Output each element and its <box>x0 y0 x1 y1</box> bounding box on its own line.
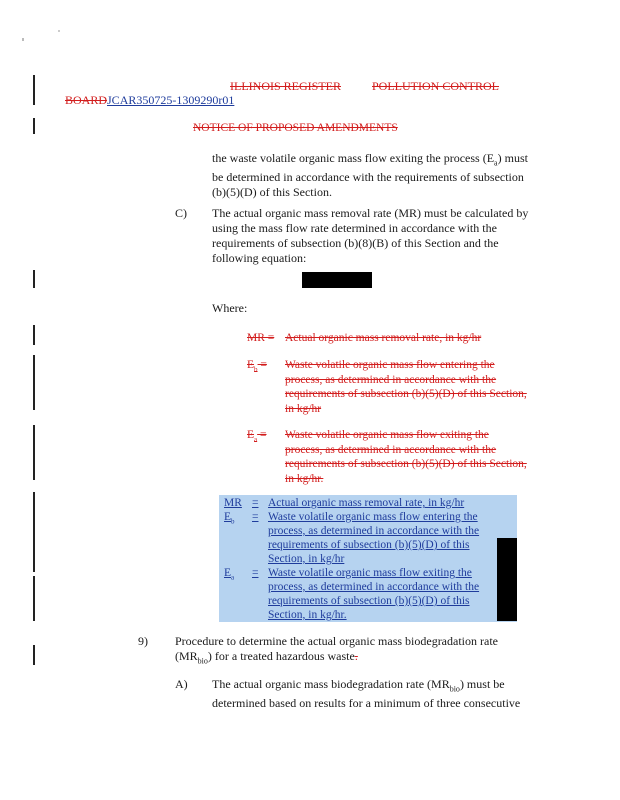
new-mr-desc: Actual organic mass removal rate, in kg/hr <box>268 497 465 509</box>
register-title: ILLINOIS REGISTER <box>230 79 341 93</box>
old-mr-desc: Actual organic mass removal rate, in kg/hr <box>285 332 482 344</box>
change-bar <box>33 576 35 621</box>
new-ea-term: $E_a$ <box>224 567 235 582</box>
item-c-label: C) <box>175 206 187 220</box>
item-9-label: 9) <box>138 634 148 648</box>
intro-line: the waste volatile organic mass flow exiting the process $(E_a)$ must <box>212 151 528 168</box>
change-bar <box>33 118 35 134</box>
item-9-line: $(MR_{bio})$ for a treated hazardous waste. <box>175 649 358 666</box>
item-c-line: using the mass flow rate determined in accordance with the <box>212 221 497 235</box>
item-a-label: A) <box>175 677 188 691</box>
item-c-line: The actual organic mass removal rate (MR) must be calculated by <box>212 206 529 220</box>
old-eb-term: $E_b$ = <box>247 359 267 374</box>
item-c-text <box>212 206 542 266</box>
change-bar <box>33 355 35 410</box>
change-bar <box>33 75 35 105</box>
change-bar <box>33 492 35 572</box>
old-eb-desc: Waste volatile organic mass flow entering the process, as determined in accordance with the requirements of subsection (b)(5)(D) of this Section, in kg/hr <box>285 359 527 415</box>
notice-title: NOTICE OF PROPOSED AMENDMENTS <box>193 122 398 134</box>
item-c-line: following equation: <box>212 251 307 265</box>
scan-mark <box>22 38 24 41</box>
item-a-text <box>212 677 542 711</box>
equation-redaction <box>302 272 372 288</box>
intro-line: (b)(5)(D) of this Section. <box>212 185 332 200</box>
board-title: POLLUTION CONTROL <box>372 79 499 93</box>
item-9-line: Procedure to determine the actual organic mass biodegradation rate <box>175 634 498 648</box>
new-mr-term: MR <box>224 497 242 509</box>
item-a-line: The actual organic mass biodegradation rate $(MR_{bio})$ must be <box>212 677 505 694</box>
intro-paragraph <box>212 151 542 200</box>
board-line <box>65 93 234 108</box>
item-a-line: determined based on results for a minimum of three consecutive <box>212 696 521 711</box>
side-redaction <box>497 538 517 621</box>
new-eb-eq: = <box>252 511 259 523</box>
new-ea-eq: = <box>252 567 259 579</box>
item-c-line: requirements of subsection (b)(8)(B) of this Section and the <box>212 236 499 250</box>
intro-line: be determined in accordance with the requirements of subsection <box>212 170 524 185</box>
change-bar <box>33 325 35 345</box>
new-ea-desc: Waste volatile organic mass flow exiting the process, as determined in accordance with the requirements of subsection (b)(5)(D) of this Section, in kg/hr. <box>268 567 480 621</box>
new-mr-eq: = <box>252 497 259 509</box>
old-mr-term: MR = <box>247 332 275 344</box>
new-eb-desc: Waste volatile organic mass flow entering the process, as determined in accordance with the requirements of subsection (b)(5)(D) of this Section, in kg/hr <box>268 511 480 565</box>
change-bar <box>33 270 35 288</box>
board-word: BOARD <box>65 93 108 107</box>
docket-number: JCAR350725-1309290r01 <box>107 93 235 107</box>
scan-mark <box>58 30 60 32</box>
item-9-text <box>175 634 545 668</box>
change-bar <box>33 425 35 480</box>
new-eb-term: $E_b$ <box>224 511 235 526</box>
old-ea-desc: Waste volatile organic mass flow exiting the process, as determined in accordance with the requirements of subsection (b)(5)(D) of this Section, in kg/hr. <box>285 429 527 485</box>
where-label: Where: <box>212 301 248 315</box>
change-bar <box>33 645 35 665</box>
old-ea-term: $E_a$ = <box>247 429 267 444</box>
